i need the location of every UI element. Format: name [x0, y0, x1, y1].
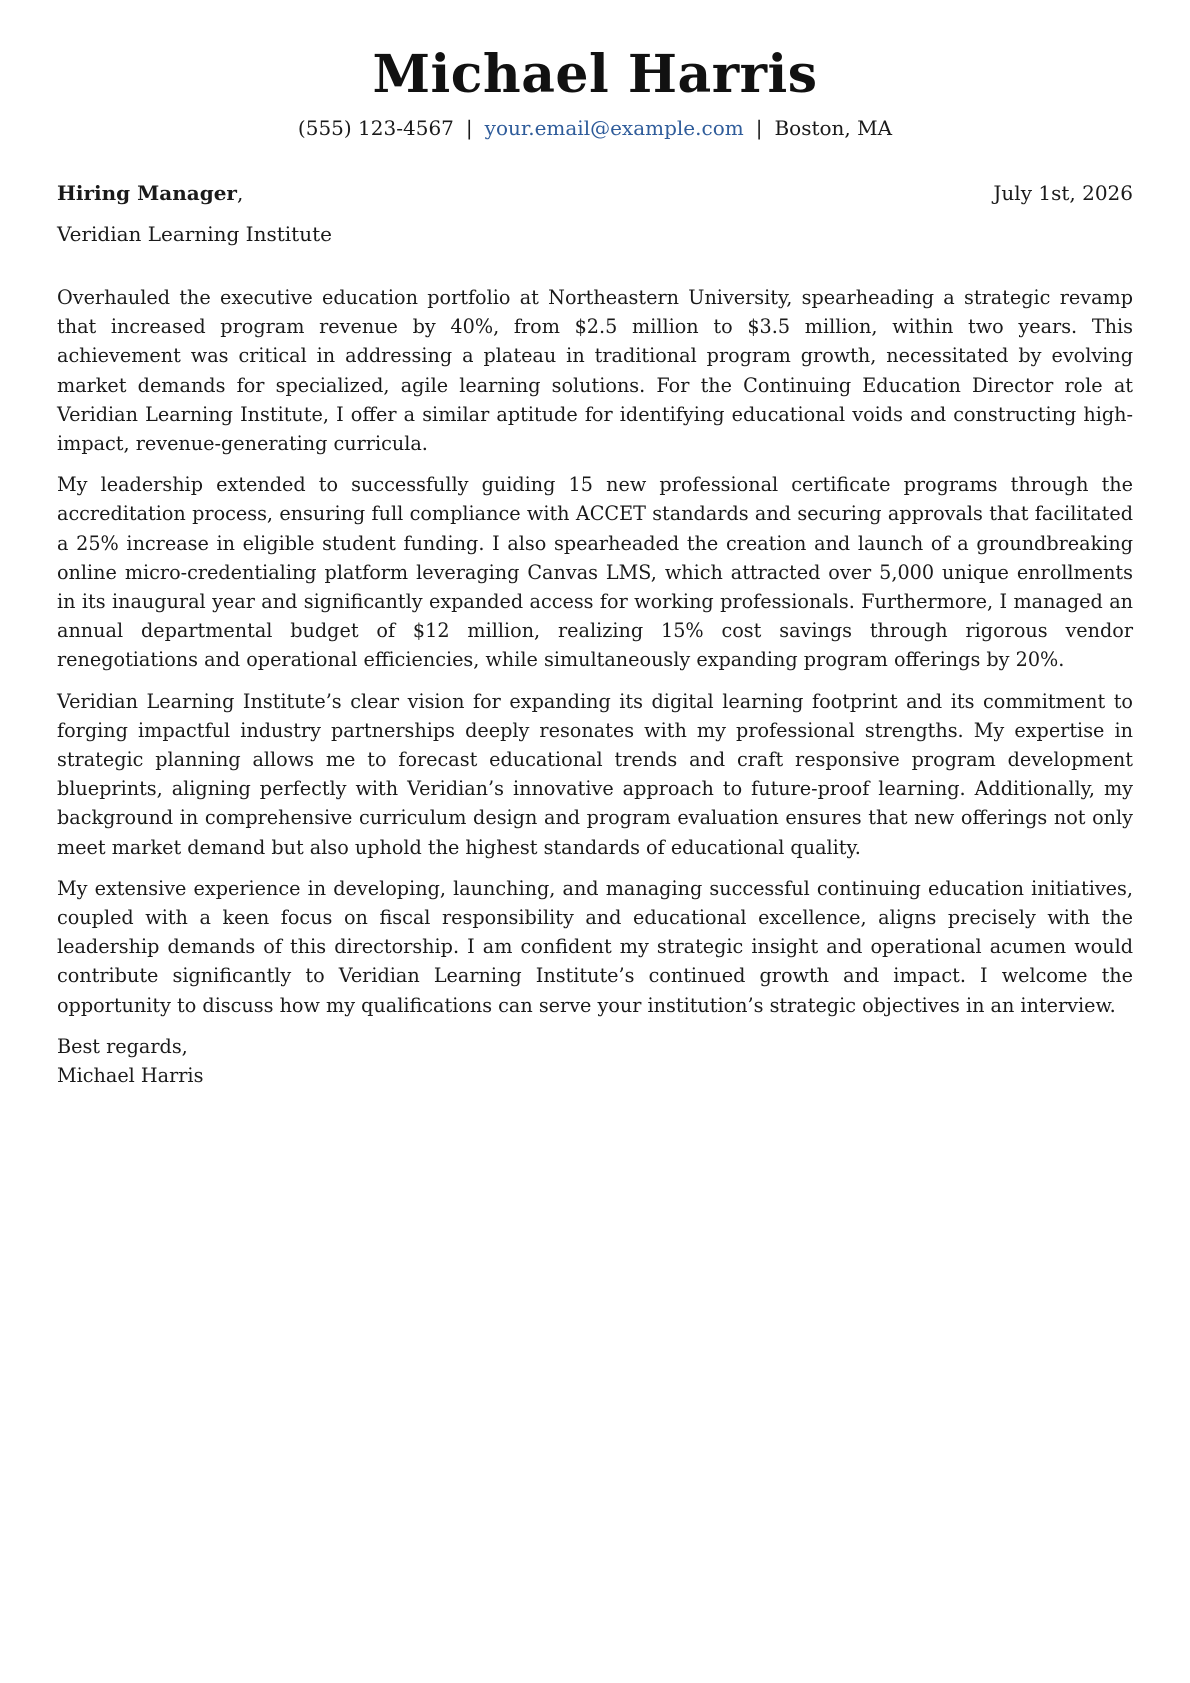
letter-body [57, 283, 1133, 1090]
sender-name: Michael Harris [372, 44, 818, 105]
recipient [57, 178, 243, 208]
company-name: Veridian Learning Institute [57, 222, 332, 246]
body-paragraph: Overhauled the executive education portfolio at Northeastern University, spearheading a strategic revamp that increased program revenue by 40%, from $2.5 million to $3.5 million, within two years. This achievement was critical in addressing a plateau in traditional program growth, necessitated by evolving market demands for specialized, agile learning solutions. For the Continuing Education Director role at Veridian Learning Institute, I offer a similar aptitude for identifying educational voids and constructing high-impact, revenue-generating curricula. [57, 286, 1133, 456]
contact-separator: | [465, 116, 473, 140]
letter-page [57, 0, 1133, 1683]
body-paragraph: My extensive experience in developing, launching, and managing successful continuing education initiatives, coupled with a keen focus on fiscal responsibility and educational excellence, aligns precisely with the leadership demands of this directorship. I am confident my strategic insight and operational acumen would contribute significantly to Veridian Learning Institute’s continued growth and impact. I welcome the opportunity to discuss how my qualifications can serve your institution’s strategic objectives in an interview. [57, 876, 1133, 1017]
contact-line [57, 114, 1133, 142]
body-paragraph: My leadership extended to successfully guiding 15 new professional certificate programs through the accreditation process, ensuring full compliance with ACCET standards and securing approvals that facilitated a 25% increase in eligible student funding. I also spearheaded the creation and launch of a groundbreaking online micro-credentialing platform leveraging Canvas LMS, which attracted over 5,000 unique enrollments in its inaugural year and significantly expanded access for working professionals. Furthermore, I managed an annual departmental budget of $12 million, realizing 15% cost savings through rigorous vendor renegotiations and operational efficiencies, while simultaneously expanding program offerings by 20%. [57, 473, 1133, 672]
email-link[interactable]: your.email@example.com [484, 116, 744, 140]
closing-block [57, 1032, 1133, 1090]
closing-phrase: Best regards, [57, 1034, 188, 1058]
body-paragraph: Veridian Learning Institute’s clear vision for expanding its digital learning footprint and its commitment to forging impactful industry partnerships deeply resonates with my professional strengths. My expertise in strategic planning allows me to forecast educational trends and craft responsive program development blueprints, aligning perfectly with Veridian’s innovative approach to future-proof learning. Additionally, my background in comprehensive curriculum design and program evaluation ensures that new offerings not only meet market demand but also uphold the highest standards of educational quality. [57, 689, 1133, 859]
phone-number: (555) 123-4567 [297, 116, 454, 140]
recipient-suffix: , [236, 181, 244, 205]
recipient-name: Hiring Manager [57, 181, 237, 205]
contact-separator: | [755, 116, 763, 140]
location: Boston, MA [774, 116, 893, 140]
letter-date: July 1st, 2026 [993, 181, 1133, 205]
signature: Michael Harris [57, 1064, 204, 1088]
